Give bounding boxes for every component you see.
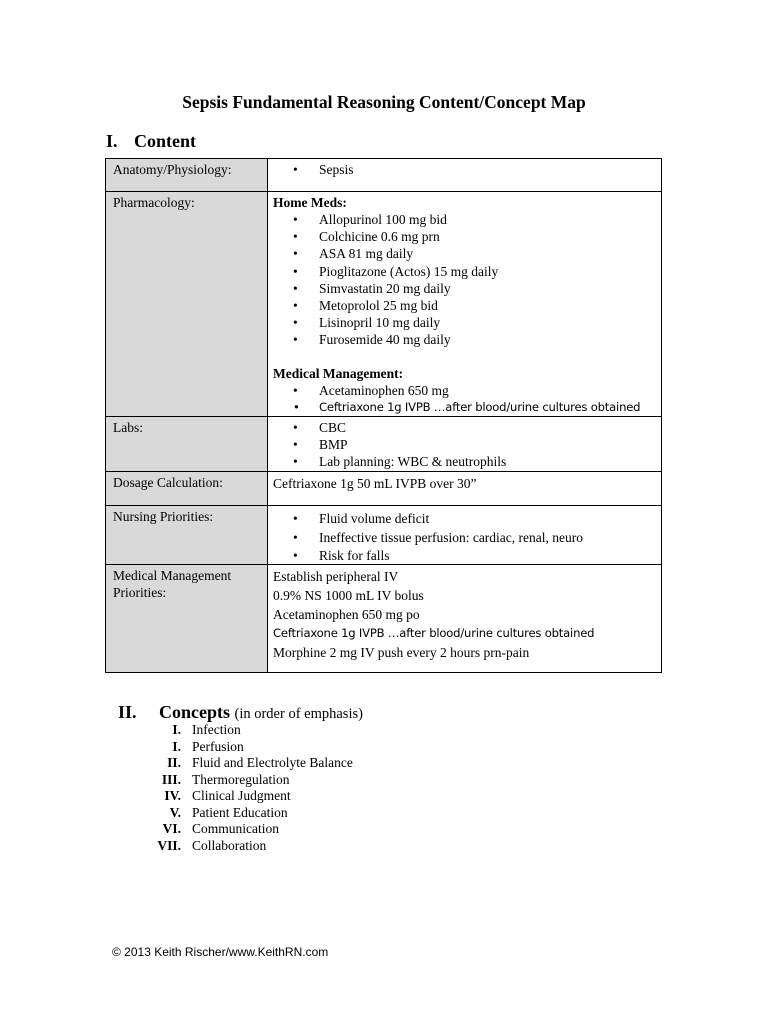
table-row-anatomy [106,159,662,192]
list-item: • ASA 81 mg daily [273,245,661,262]
copyright-footer: © 2013 Keith Rischer/www.KeithRN.com [112,945,329,959]
table-row-dosage [106,471,662,505]
row-label-labs: Labs: [106,417,268,472]
concept-label: Communication [192,821,279,836]
table-row-nursing [106,505,662,564]
table-row-labs [106,417,662,472]
list-item: • Lab planning: WBC & neutrophils [273,453,661,470]
priority-line: Acetaminophen 650 mg po [273,606,420,622]
list-item: • CBC [273,419,661,436]
concept-item [140,805,353,822]
table-row-medical-management [106,564,662,672]
row-label-anatomy: Anatomy/Physiology: [106,159,268,192]
concept-numeral: III. [161,771,181,787]
section-note: (in order of emphasis) [234,706,363,722]
concept-item [140,722,353,739]
content-table [105,158,662,673]
concept-numeral: I. [172,722,181,737]
list-item: • Risk for falls [273,547,661,564]
concept-label: Patient Education [192,804,288,820]
priority-line: Morphine 2 mg IV push every 2 hours prn-pain [273,644,530,660]
list-item: • Ceftriaxone 1g IVPB …after blood/urine cultures obtained [273,399,661,416]
section-numeral: I. [106,131,118,151]
row-value-anatomy [268,159,662,192]
section-numeral: II. [118,702,137,722]
table-row-pharmacology [106,192,662,417]
concept-label: Collaboration [192,837,267,853]
concept-item [140,755,353,772]
dosage-text: Ceftriaxone 1g 50 mL IVPB over 30” [273,475,477,491]
row-label-dosage: Dosage Calculation: [106,471,268,505]
concept-numeral: V. [169,804,181,820]
concept-item [140,788,353,805]
concepts-list [140,722,353,854]
concept-label: Clinical Judgment [192,788,291,803]
list-item: • Colchicine 0.6 mg prn [273,228,661,245]
row-label-medical-management: Medical Management Priorities: [106,564,268,672]
list-item: • Fluid volume deficit [273,509,661,528]
medical-management-heading: Medical Management: [273,365,404,381]
list-item: • Metoprolol 25 mg bid [273,297,661,314]
list-item: • Pioglitazone (Actos) 15 mg daily [273,263,661,280]
priority-line: Ceftriaxone 1g IVPB …after blood/urine cultures obtained [273,625,595,640]
section-content-heading [106,131,196,152]
concept-numeral: VI. [162,821,181,836]
row-value-pharmacology [268,192,662,417]
row-value-labs [268,417,662,472]
list-item: • Sepsis [273,161,661,178]
row-value-nursing [268,505,662,564]
row-label-nursing: Nursing Priorities: [106,505,268,564]
concept-label: Fluid and Electrolyte Balance [192,755,353,770]
list-item: • Allopurinol 100 mg bid [273,211,661,228]
home-meds-heading: Home Meds: [273,195,347,210]
priority-line: Establish peripheral IV [273,568,399,584]
concept-label: Perfusion [192,738,244,754]
concept-numeral: I. [172,738,181,754]
concept-numeral: IV. [164,788,181,803]
concept-numeral: VII. [157,837,181,853]
list-item: • Acetaminophen 650 mg [273,382,661,399]
concept-item [140,772,353,789]
concept-label: Infection [192,722,241,737]
priority-line: 0.9% NS 1000 mL IV bolus [273,587,424,603]
concept-item [140,821,353,838]
row-label-pharmacology: Pharmacology: [106,192,268,417]
list-item: • Furosemide 40 mg daily [273,331,661,348]
concept-item [140,739,353,756]
concept-label: Thermoregulation [192,771,290,787]
section-heading-label: Content [134,131,196,151]
page-title: Sepsis Fundamental Reasoning Content/Concept Map [182,92,586,112]
concept-numeral: II. [167,755,181,770]
list-item: • Ineffective tissue perfusion: cardiac, renal, neuro [273,528,661,547]
row-value-dosage [268,471,662,505]
row-value-medical-management [268,564,662,672]
list-item: • Lisinopril 10 mg daily [273,314,661,331]
section-concepts-heading [118,702,363,723]
list-item: • Simvastatin 20 mg daily [273,280,661,297]
section-heading-label: Concepts [159,702,230,722]
concept-item [140,838,353,855]
list-item: • BMP [273,436,661,453]
